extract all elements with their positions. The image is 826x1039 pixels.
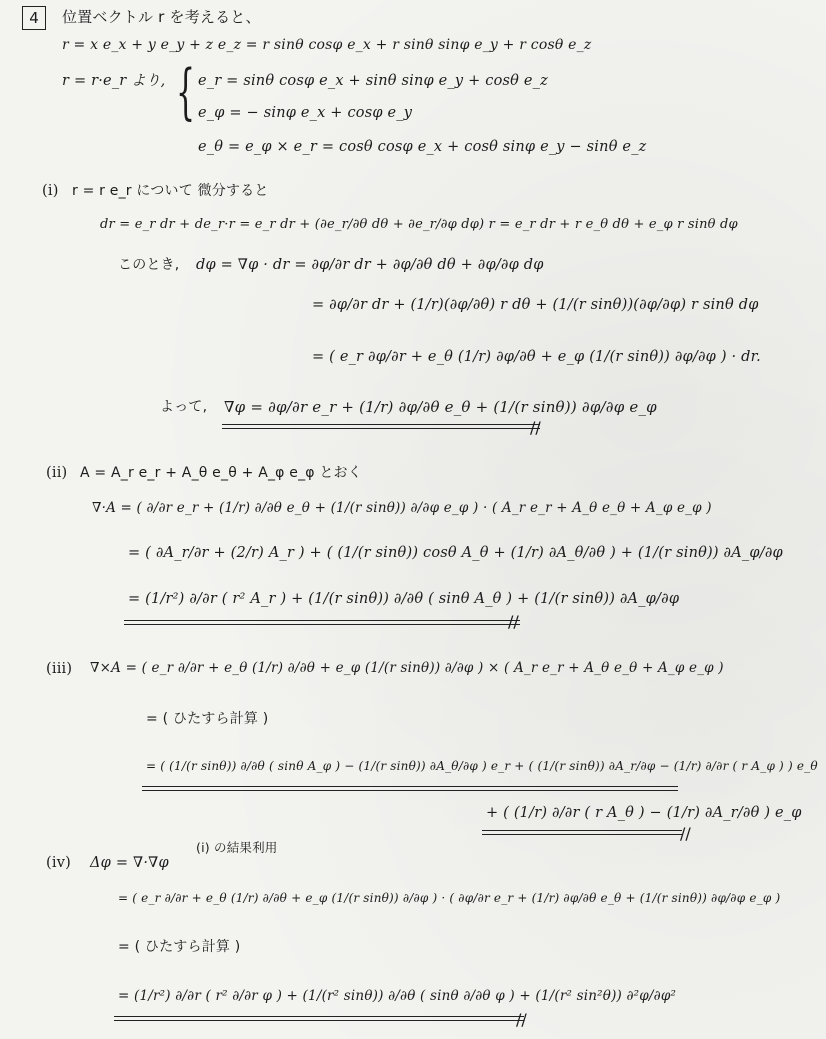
condition-text: r = r·e_r より, (62, 73, 166, 89)
part-i-result: ∇φ = ∂φ/∂r e_r + (1/r) ∂φ/∂θ e_θ + (1/(r sinθ)) ∂φ/∂φ e_φ (224, 398, 657, 416)
part-iii-line2: = ( ひたすら計算 ) (146, 711, 269, 727)
underline (222, 428, 540, 429)
underline (142, 786, 678, 787)
part-i-line4: = ( e_r ∂φ/∂r + e_θ (1/r) ∂φ/∂θ + e_φ (1/(r sinθ)) ∂φ/∂φ ) · dr. (312, 349, 761, 365)
part-iii-label: (iii) (46, 661, 73, 677)
part-i-line2-prefix: このとき, (118, 257, 180, 273)
underline (124, 620, 520, 621)
end-mark: // (508, 612, 519, 631)
part-iii-line1: ∇×A = ( e_r ∂/∂r + e_θ (1/r) ∂/∂θ + e_φ (1/(r sinθ)) ∂/∂φ ) × ( A_r e_r + A_θ e_θ + A_φ e_φ ) (90, 660, 724, 676)
part-ii-line3: = (1/r²) ∂/∂r ( r² A_r ) + (1/(r sinθ)) ∂/∂θ ( sinθ A_θ ) + (1/(r sinθ)) ∂A_φ/∂φ (128, 591, 680, 607)
part-ii-intro: A = A_r e_r + A_θ e_θ + A_φ e_φ とおく (80, 465, 362, 481)
part-i-line2: dφ = ∇φ · dr = ∂φ/∂r dr + ∂φ/∂θ dθ + ∂φ/∂φ dφ (196, 257, 544, 273)
problem-number-box: 4 (22, 6, 46, 30)
part-ii-label: (ii) (46, 465, 68, 481)
underline (114, 1016, 524, 1017)
underline (124, 624, 520, 625)
end-mark: // (530, 418, 541, 437)
basis-e-r: e_r = sinθ cosφ e_x + sinθ sinφ e_y + cosθ e_z (198, 73, 548, 89)
intro-text: 位置ベクトル r を考えると、 (62, 8, 261, 26)
end-mark: // (516, 1010, 527, 1029)
part-iv-note: (i) の結果利用 (196, 840, 278, 855)
part-i-line3: = ∂φ/∂r dr + (1/r)(∂φ/∂θ) r dθ + (1/(r sinθ))(∂φ/∂φ) r sinθ dφ (312, 297, 759, 313)
part-iii-line4: + ( (1/r) ∂/∂r ( r A_θ ) − (1/r) ∂A_r/∂θ ) e_φ (486, 805, 802, 821)
part-iv-line2: = ( e_r ∂/∂r + e_θ (1/r) ∂/∂θ + e_φ (1/(r sinθ)) ∂/∂φ ) · ( ∂φ/∂r e_r + (1/r) ∂φ/∂θ e_θ + (1/(r sinθ)) ∂φ/∂φ e_φ ) (118, 891, 781, 905)
part-iv-label: (iv) (46, 855, 71, 871)
part-iv-line1: Δφ = ∇·∇φ (90, 855, 169, 871)
part-ii-line1: ∇·A = ( ∂/∂r e_r + (1/r) ∂/∂θ e_θ + (1/(r sinθ)) ∂/∂φ e_φ ) · ( A_r e_r + A_θ e_θ + A_φ e_φ ) (92, 500, 712, 516)
underline (114, 1020, 524, 1021)
part-iv-line4: = (1/r²) ∂/∂r ( r² ∂/∂r φ ) + (1/(r² sinθ)) ∂/∂θ ( sinθ ∂/∂θ φ ) + (1/(r² sin²θ)) ∂²φ/∂φ² (118, 988, 677, 1004)
brace-icon: { (176, 57, 196, 127)
part-iv-line3: = ( ひたすら計算 ) (118, 939, 241, 955)
basis-e-theta: e_θ = e_φ × e_r = cosθ cosφ e_x + cosθ sinφ e_y − sinθ e_z (198, 139, 647, 155)
part-iii-line3: = ( (1/(r sinθ)) ∂/∂θ ( sinθ A_φ ) − (1/(r sinθ)) ∂A_θ/∂φ ) e_r + ( (1/(r sinθ)) ∂A_r/∂φ − (1/r) ∂/∂r ( r A_φ ) ) e_θ (146, 759, 818, 773)
part-ii-line2: = ( ∂A_r/∂r + (2/r) A_r ) + ( (1/(r sinθ)) cosθ A_θ + (1/r) ∂A_θ/∂θ ) + (1/(r sinθ)) ∂A_φ/∂φ (128, 545, 783, 561)
part-i-intro: r = r e_r について 微分すると (72, 183, 269, 199)
underline (482, 834, 682, 835)
equation-position-vector: r = x e_x + y e_y + z e_z = r sinθ cosφ e_x + r sinθ sinφ e_y + r cosθ e_z (62, 37, 592, 53)
part-i-result-prefix: よって, (160, 399, 208, 415)
basis-e-phi: e_φ = − sinφ e_x + cosφ e_y (198, 105, 413, 121)
end-mark: // (680, 824, 691, 843)
part-i-line1: dr = e_r dr + de_r·r = e_r dr + (∂e_r/∂θ dθ + ∂e_r/∂φ dφ) r = e_r dr + r e_θ dθ + e_φ r sinθ dφ (100, 217, 738, 232)
underline (142, 790, 678, 791)
part-i-label: (i) (42, 183, 59, 199)
underline (482, 830, 682, 831)
underline (222, 424, 540, 425)
